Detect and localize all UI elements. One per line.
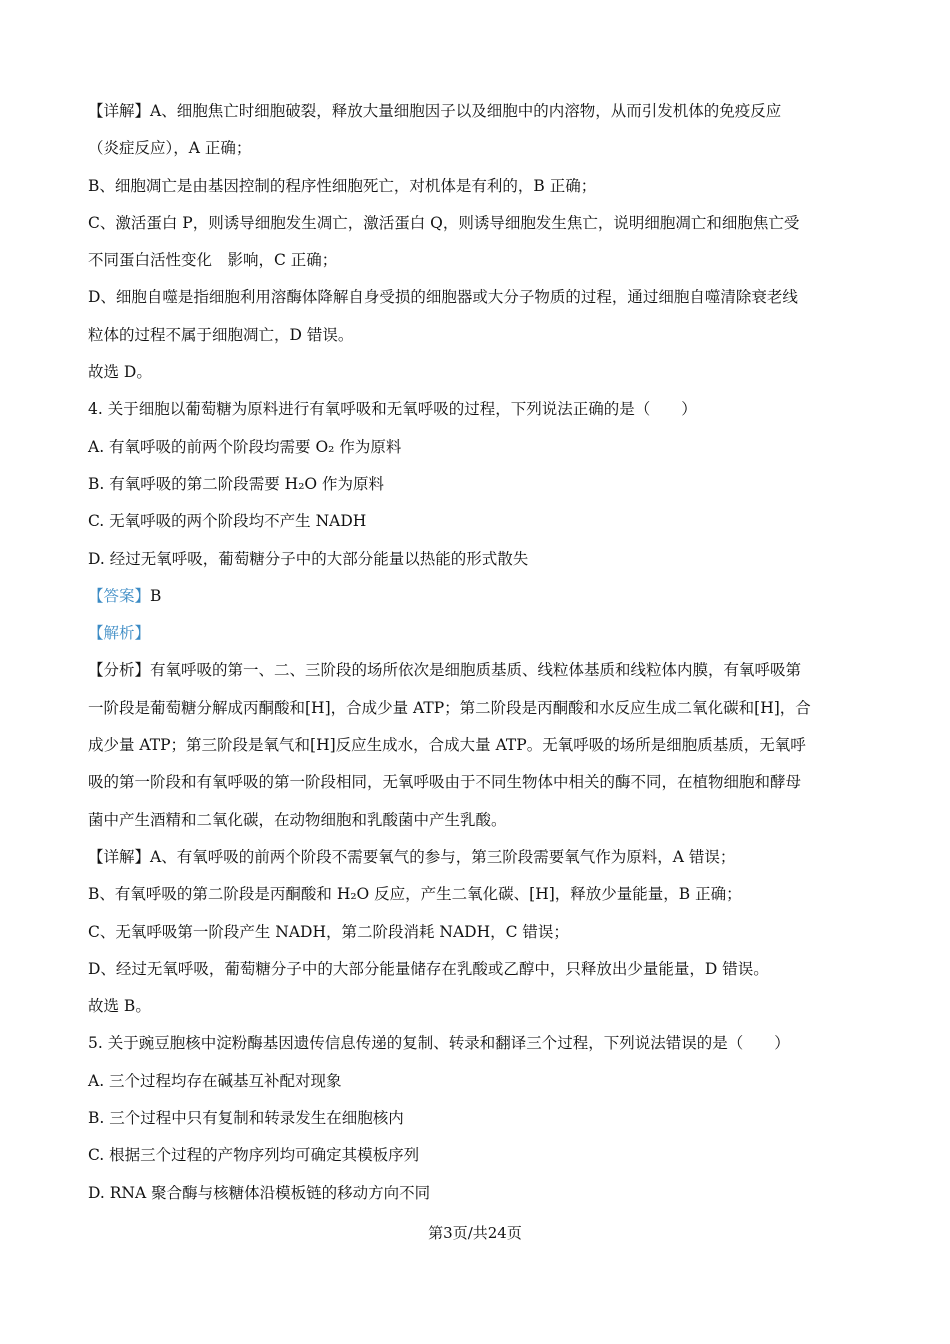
question-5-option-a: A. 三个过程均存在碱基互补配对现象 bbox=[88, 1071, 342, 1090]
text-line: 成少量 ATP；第三阶段是氧气和[H]反应生成水，合成大量 ATP。无氧呼吸的场所是细胞质基质，无氧呼 bbox=[88, 736, 806, 755]
analysis-tag: 【解析】 bbox=[88, 624, 151, 643]
text-line: 故选 D。 bbox=[88, 363, 152, 382]
answer-tag: 【答案】 bbox=[88, 586, 151, 605]
question-5-option-d: D. RNA 聚合酶与核糖体沿模板链的移动方向不同 bbox=[88, 1183, 431, 1202]
text-line: 故选 B。 bbox=[88, 997, 151, 1016]
text-line: D、经过无氧呼吸，葡萄糖分子中的大部分能量储存在乳酸或乙醇中，只释放出少量能量，D 错误。 bbox=[88, 959, 769, 978]
text-line: 不同蛋白活性变化 影响，C 正确； bbox=[88, 251, 338, 270]
text-line: B、有氧呼吸的第二阶段是丙酮酸和 H₂O 反应，产生二氧化碳、[H]，释放少量能量，B 正确； bbox=[88, 885, 742, 904]
question-4-option-a: A. 有氧呼吸的前两个阶段均需要 O₂ 作为原料 bbox=[88, 437, 402, 456]
question-4-option-b: B. 有氧呼吸的第二阶段需要 H₂O 作为原料 bbox=[88, 474, 385, 493]
text-line: 吸的第一阶段和有氧呼吸的第一阶段相同，无氧呼吸由于不同生物体中相关的酶不同，在植物细胞和酵母 bbox=[88, 773, 802, 792]
document-body bbox=[88, 93, 862, 1212]
question-4-option-d: D. 经过无氧呼吸，葡萄糖分子中的大部分能量以热能的形式散失 bbox=[88, 549, 529, 568]
text-line: （炎症反应），A 正确； bbox=[88, 139, 252, 158]
text-line: C、无氧呼吸第一阶段产生 NADH，第二阶段消耗 NADH，C 错误； bbox=[88, 922, 569, 941]
page-footer: 第3页/共24页 bbox=[428, 1224, 522, 1242]
text-line: C、激活蛋白 P，则诱导细胞发生凋亡，激活蛋白 Q，则诱导细胞发生焦亡，说明细胞凋亡和细胞焦亡受 bbox=[88, 213, 800, 232]
question-5-stem: 5. 关于豌豆胞核中淀粉酶基因遗传信息传递的复制、转录和翻译三个过程，下列说法错误的是（ ） bbox=[88, 1034, 790, 1053]
question-5-option-c: C. 根据三个过程的产物序列均可确定其模板序列 bbox=[88, 1146, 420, 1165]
question-4-stem: 4. 关于细胞以葡萄糖为原料进行有氧呼吸和无氧呼吸的过程，下列说法正确的是（ ） bbox=[88, 400, 697, 419]
text-line: 粒体的过程不属于细胞凋亡，D 错误。 bbox=[88, 325, 354, 344]
text-line: 菌中产生酒精和二氧化碳，在动物细胞和乳酸菌中产生乳酸。 bbox=[88, 810, 507, 829]
text-line: D、细胞自噬是指细胞利用溶酶体降解自身受损的细胞器或大分子物质的过程，通过细胞自噬清除衰老线 bbox=[88, 288, 798, 307]
text-line: 【详解】A、细胞焦亡时细胞破裂，释放大量细胞因子以及细胞中的内溶物，从而引发机体的免疫反应 bbox=[88, 102, 782, 120]
answer-value: B bbox=[150, 586, 162, 605]
text-line: B、细胞凋亡是由基因控制的程序性细胞死亡，对机体是有利的，B 正确； bbox=[88, 176, 597, 195]
text-line: 【分析】有氧呼吸的第一、二、三阶段的场所依次是细胞质基质、线粒体基质和线粒体内膜，有氧呼吸第 bbox=[88, 661, 802, 680]
question-4-option-c: C. 无氧呼吸的两个阶段均不产生 NADH bbox=[88, 512, 367, 531]
text-line: 一阶段是葡萄糖分解成丙酮酸和[H]，合成少量 ATP；第二阶段是丙酮酸和水反应生成二氧化碳和[H]，合 bbox=[88, 698, 811, 717]
question-5-option-b: B. 三个过程中只有复制和转录发生在细胞核内 bbox=[88, 1109, 404, 1128]
text-line: 【详解】A、有氧呼吸的前两个阶段不需要氧气的参与，第三阶段需要氧气作为原料，A 错误； bbox=[88, 847, 736, 866]
answer-line bbox=[88, 578, 862, 615]
